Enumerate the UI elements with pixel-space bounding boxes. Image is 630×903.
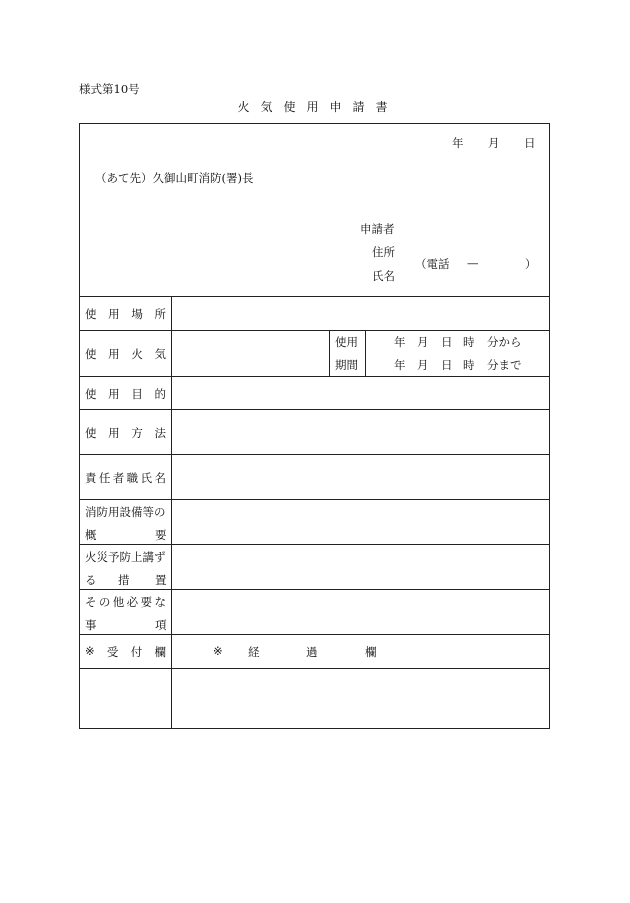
label-method: 使 用 方 法	[85, 426, 166, 440]
label-purpose: 使 用 目 的	[85, 387, 166, 401]
form-number: 様式第10号	[79, 82, 140, 96]
progress-label-char1: 経	[248, 645, 260, 659]
divider	[79, 544, 550, 545]
address-label: 住所	[372, 245, 395, 259]
divider	[79, 376, 550, 377]
period-label-bottom: 期間	[335, 358, 358, 372]
label-other-char1: 事	[85, 618, 97, 632]
date-day-label: 日	[524, 136, 536, 150]
label-prevention-line1: 火災予防上講ず	[85, 550, 166, 564]
addressee: （あて先）久御山町消防(署)長	[95, 171, 254, 185]
period-from-year: 年	[394, 335, 406, 349]
period-to-minute: 分まで	[487, 358, 522, 372]
period-to-month: 月	[417, 358, 429, 372]
label-reception: ※ 受 付 欄	[85, 644, 166, 659]
period-from-minute: 分から	[487, 335, 522, 349]
label-equipment-char1: 概	[85, 528, 97, 542]
divider	[79, 409, 550, 410]
label-prevention-char2: 措	[118, 573, 130, 587]
divider	[79, 296, 550, 297]
date-year-label: 年	[452, 136, 464, 150]
divider	[79, 589, 550, 590]
label-location: 使 用 場 所	[85, 307, 166, 321]
column-divider	[171, 296, 172, 729]
phone-dash: —	[467, 256, 479, 270]
label-responsible: 責 任 者 職 氏 名	[85, 471, 166, 485]
name-label: 氏名	[372, 269, 395, 283]
progress-mark: ※	[213, 644, 223, 658]
progress-label-char2: 過	[306, 645, 318, 659]
label-other-line1: そ の 他 必 要 な	[85, 595, 166, 609]
period-to-hour: 時	[463, 358, 475, 372]
divider	[79, 454, 550, 455]
column-divider	[365, 330, 366, 376]
period-to-year: 年	[394, 358, 406, 372]
label-equipment-line1: 消防用設備等の	[85, 505, 166, 519]
phone-close: ）	[525, 257, 537, 271]
divider	[79, 668, 550, 669]
period-to-day: 日	[441, 358, 453, 372]
label-equipment-char2: 要	[155, 528, 167, 542]
divider	[79, 499, 550, 500]
period-from-day: 日	[441, 335, 453, 349]
label-fire: 使 用 火 気	[85, 347, 166, 361]
label-prevention-char1: る	[85, 573, 97, 587]
label-prevention-char3: 置	[155, 573, 167, 587]
label-other-char2: 項	[155, 618, 167, 632]
date-month-label: 月	[488, 136, 500, 150]
period-label-top: 使用	[335, 335, 358, 349]
period-from-month: 月	[417, 335, 429, 349]
progress-label-char3: 欄	[365, 645, 377, 659]
divider	[79, 330, 550, 331]
applicant-label: 申請者	[360, 222, 395, 236]
divider	[79, 634, 550, 635]
column-divider	[329, 330, 330, 376]
phone-label: （電話	[415, 257, 450, 271]
document-title: 火気使用申請書	[237, 100, 399, 114]
period-from-hour: 時	[463, 335, 475, 349]
